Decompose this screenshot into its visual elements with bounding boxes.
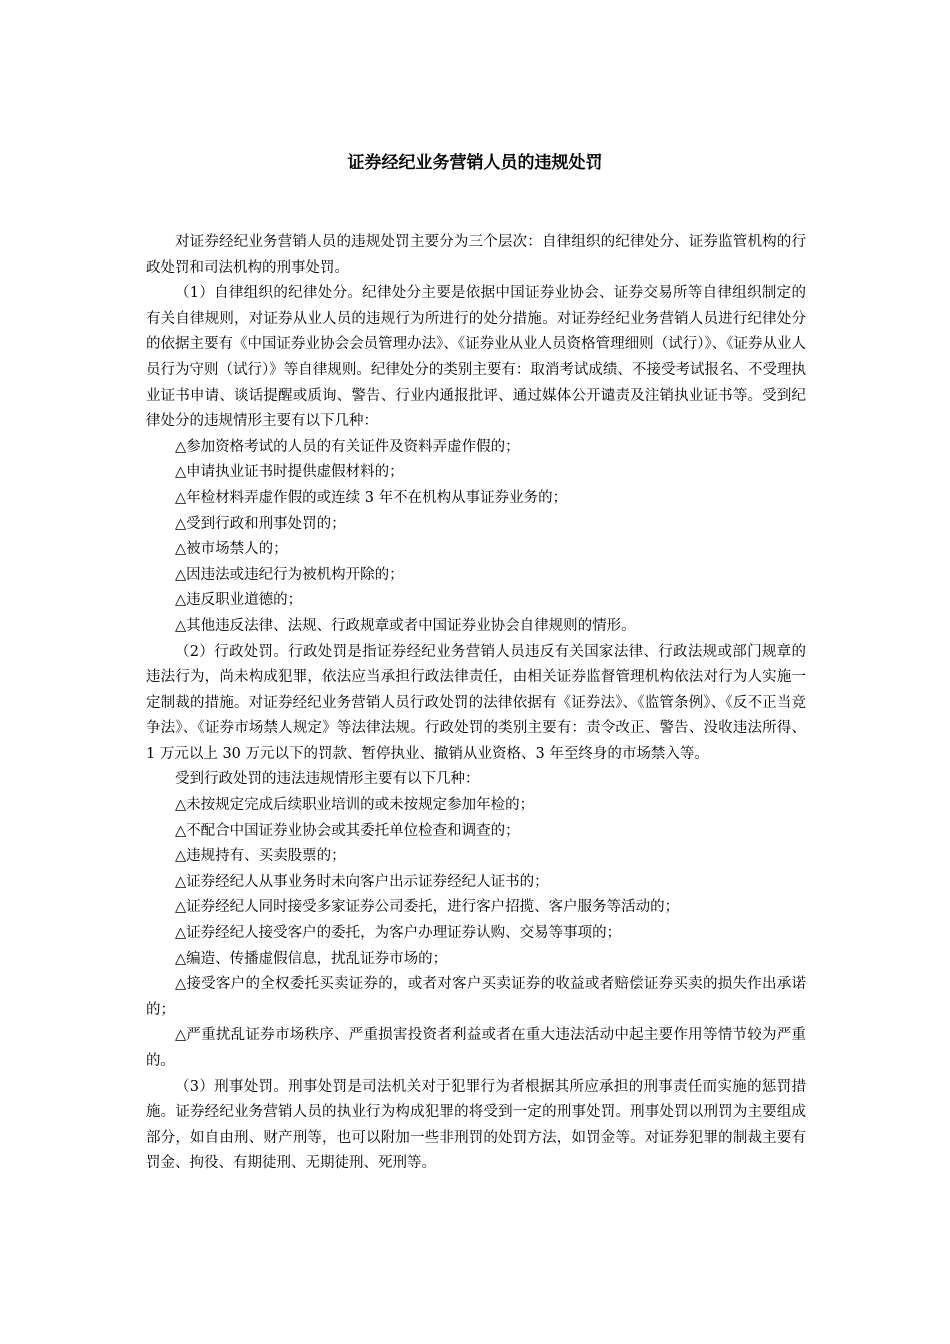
section2-list-item: △不配合中国证券业协会或其委托单位检查和调查的； <box>175 822 520 839</box>
section1-list-item: △年检材料弄虚作假的或连续 3 年不在机构从事证券业务的； <box>175 489 568 506</box>
section2-list-item: △严重扰乱证券市场秩序、严重损害投资者利益或者在重大违法活动中起主要作用等情节较为严重的。 <box>146 1027 806 1069</box>
section1-list-item: △参加资格考试的人员的有关证件及资料弄虚作假的； <box>175 438 520 455</box>
section2-list-item: △证券经纪人同时接受多家证券公司委托，进行客户招揽、客户服务等活动的； <box>175 899 680 916</box>
section1-list-item: △因违法或违纪行为被机构开除的； <box>175 566 404 583</box>
section2-list-item: △未按规定完成后续职业培训的或未按规定参加年检的； <box>175 797 535 814</box>
intro-paragraph: 对证券经纪业务营销人员的违规处罚主要分为三个层次：自律组织的纪律处分、证券监管机构的行政处罚和司法机构的刑事处罚。 <box>146 234 806 276</box>
section2-list-item: △证券经纪人从事业务时未向客户出示证券经纪人证书的； <box>175 873 549 890</box>
section1-paragraph: （1）自律组织的纪律处分。纪律处分主要是依据中国证券业协会、证券交易所等自律组织制定的有关自律规则，对证券从业人员的违规行为所进行的处分措施。对证券经纪业务营销人员进行纪律处分的依据主要有《中国证券业协会会员管理办法》、《证券业从业人员资格管理细则（试行）》、《证券从业人员行为守则（试行）》等自律规则。纪律处分的类别主要有：取消考试成绩、不接受考试报名、不受理执业证书申请、谈话提醒或质询、警告、行业内通报批评、通过媒体公开谴责及注销执业证书等。受到纪律处分的违规情形主要有以下几种： <box>146 285 806 430</box>
section1-list-item: △受到行政和刑事处罚的； <box>175 515 346 532</box>
section3-paragraph: （3）刑事处罚。刑事处罚是司法机关对于犯罪行为者根据其所应承担的刑事责任而实施的惩罚措施。证券经纪业务营销人员的执业行为构成犯罪的将受到一定的刑事处罚。刑事处罚以刑罚为主要组成部分，如自由刑、财产刑等，也可以附加一些非刑罚的处罚方法，如罚金等。对证券犯罪的制裁主要有罚金、拘役、有期徒刑、无期徒刑、死刑等。 <box>146 1078 806 1172</box>
section1-list-item: △其他违反法律、法规、行政规章或者中国证券业协会自律规则的情形。 <box>175 617 636 634</box>
section2-list-item: △违规持有、买卖股票的； <box>175 848 346 865</box>
section1-list-item: △被市场禁人的； <box>175 541 288 558</box>
section2-list-item: △编造、传播虚假信息，扰乱证券市场的； <box>175 950 448 967</box>
section1-list-item: △申请执业证书时提供虚假材料的； <box>175 464 404 481</box>
section2-lead: 受到行政处罚的违法违规情形主要有以下几种： <box>175 771 480 788</box>
section1-list-item: △违反职业道德的； <box>175 592 303 609</box>
document-title: 证券经纪业务营销人员的违规处罚 <box>347 153 603 173</box>
section2-list-item: △接受客户的全权委托买卖证券的，或者对客户买卖证券的收益或者赔偿证券买卖的损失作出承诺的； <box>146 976 806 1018</box>
section2-paragraph: （2）行政处罚。行政处罚是指证券经纪业务营销人员违反有关国家法律、行政法规或部门规章的违法行为，尚未构成犯罪，依法应当承担行政法律责任，由相关证券监督管理机构依法对行为人实施一定制裁的措施。对证券经纪业务营销人员行政处罚的法律依据有《证券法》、《监管条例》、《反不正当竞争法》、《证券市场禁人规定》等法律法规。行政处罚的类别主要有：责令改正、警告、没收违法所得、1 万元以上 30 万元以下的罚款、暂停执业、撤销从业资格、3 年至终身的市场禁入等。 <box>146 643 806 762</box>
section2-list-item: △证券经纪人接受客户的委托，为客户办理证券认购、交易等事项的； <box>175 925 622 942</box>
document-body <box>146 230 806 1177</box>
